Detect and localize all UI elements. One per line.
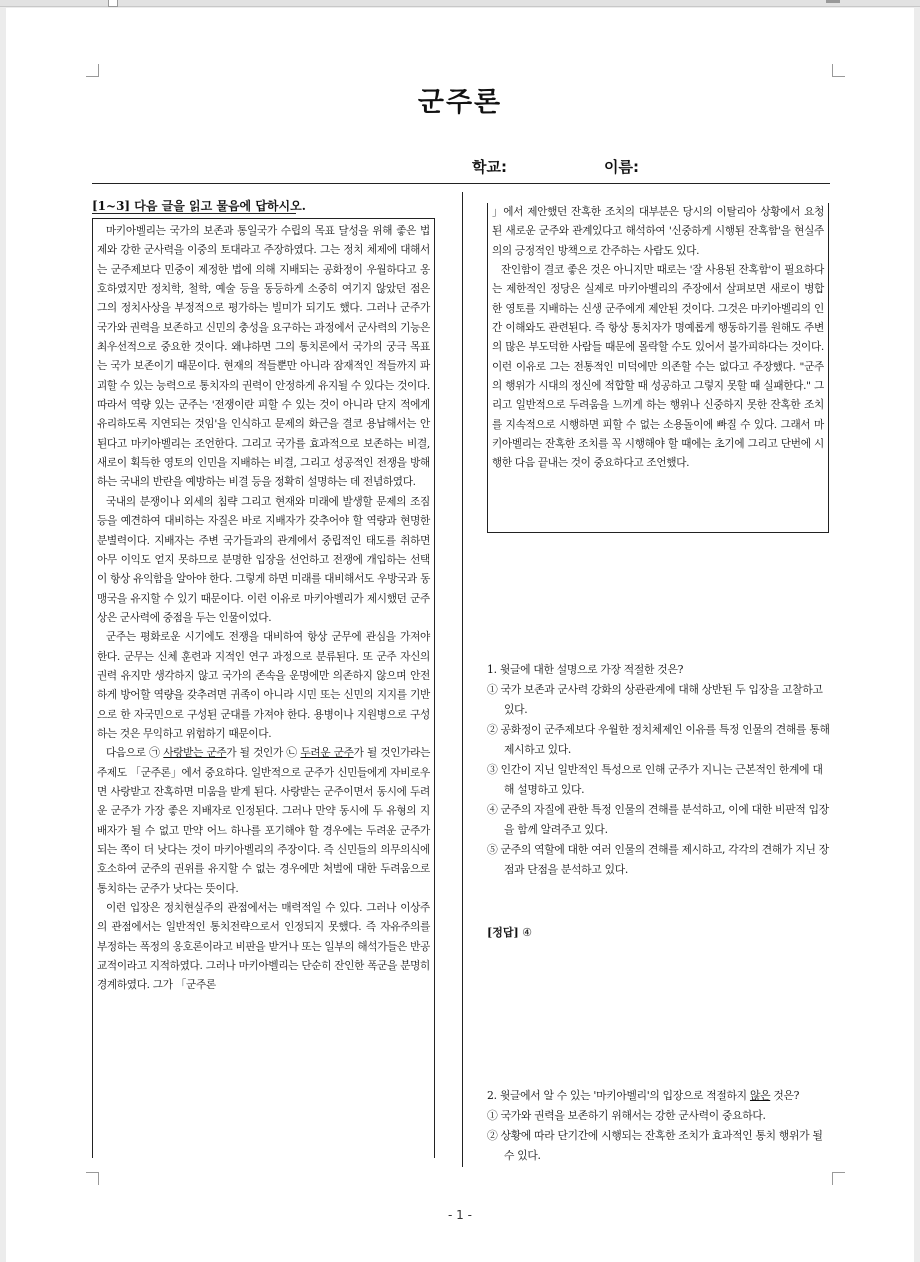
question-stem-text: 것은? [770, 1089, 800, 1102]
question-stem-emphasis: 않은 [749, 1089, 771, 1102]
marker-nieun: ㉡ [286, 747, 298, 760]
passage-paragraph: 군주는 평화로운 시기에도 전쟁을 대비하여 항상 군무에 관심을 가져야 한다. 군무는 신체 훈련과 지적인 연구 과정으로 분류된다. 또 군주 자신의 권력 유지만 생각하지 않고 국가의 존속을 운명에만 의존하지 않으며 안전하게 방어할 역량을 갖추려면 귀족이 아니라 시민 또는 신민의 지지를 기반으로 한 자국민으로 구성된 군대를 가져야 한다. 용병이나 지원병으로 구성하는 것은 무익하고 위험하기 때문이다. [97, 631, 430, 740]
instruction-text: [1~3] 다음 글을 읽고 물음에 답하시오. [92, 199, 306, 213]
answer-option: ① 국가 보존과 군사력 강화의 상관관계에 대해 상반된 두 입장을 고찰하고 있다. [487, 683, 823, 716]
ruler-right-margin-marker[interactable] [826, 0, 840, 3]
answer-option: ② 공화정이 군주제보다 우월한 정치체제인 이유를 특정 인물의 견해를 통해 제시하고 있다. [487, 723, 830, 756]
marker-giyeok: ㉠ [149, 747, 160, 760]
passage-box-left [92, 218, 435, 1158]
answer-option: ⑤ 군주의 역할에 대한 여러 인물의 견해를 제시하고, 각각의 견해가 지닌 장점과 단점을 분석하고 있다. [487, 843, 829, 876]
answer-value: ④ [522, 926, 533, 939]
passage-paragraph: 국내의 분쟁이나 외세의 침략 그리고 현재와 미래에 발생할 문제의 조짐 등을 예견하여 대비하는 자질은 바로 지배자가 갖추어야 할 역량과 현명한 분별력이다. 지배자는 주변 국가들과의 관계에서 중립적인 태도를 취하면 아무 이익도 얻지 못하므로 분명한 입장을 선언하고 전쟁에 개입하는 선택이 항상 유익함을 알아야 한다. 그렇게 하면 미래를 대비해서도 우방국과 동맹국을 유지할 수 있기 때문이다. 이런 이유로 마키아벨리가 제시했던 군주상은 군사력에 중점을 두는 인물이었다. [97, 495, 430, 624]
margin-corner-mark [832, 1172, 845, 1185]
answer-option: ② 상황에 따라 단기간에 시행되는 잔혹한 조치가 효과적인 통치 행위가 될 수 있다. [487, 1129, 823, 1162]
margin-corner-mark [832, 64, 845, 77]
instruction-underline [92, 213, 296, 214]
question-stem: 1. 윗글에 대한 설명으로 가장 적절한 것은? [487, 663, 684, 676]
ruler-indent-marker[interactable] [108, 0, 118, 7]
margin-corner-mark [86, 1172, 99, 1185]
question-stem [487, 1086, 832, 1106]
name-label: 이름: [604, 158, 639, 176]
passage-text: 가 될 것인가라는 주제도 「군주론」에서 중요하다. 일반적으로 군주가 신민들에게 자비로우면 사랑받고 잔혹하면 미움을 받게 된다. 사랑받는 군주이면서 동시에 두려운 군주가 가장 좋은 지배자로 인정된다. 그러나 만약 동시에 두 유형의 지배자가 될 수 없고 만약 어느 하나를 포기해야 할 경우에는 두려운 군주가 되는 쪽이 더 낫다는 것이 마키아벨리의 주장이다. 즉 신민들의 의무의식에 호소하여 군주의 권위를 유지할 수 없는 경우에만 처벌에 대한 두려움으로 통치하는 군주가 낫다는 뜻이다. [97, 747, 431, 895]
passage-paragraph [97, 744, 430, 899]
underlined-term-feared-ruler: 두려운 군주 [300, 747, 354, 760]
passage-text: 가 될 것인가 [226, 747, 287, 760]
answer-option: ① 국가와 권력을 보존하기 위해서는 강한 군사력이 중요하다. [487, 1109, 766, 1122]
passage-paragraph: 」에서 제안했던 잔혹한 조치의 대부분은 당시의 이탈리아 상황에서 요청된 새로운 군주와 관계있다고 해석하여 '신중하게 시행된 잔혹함'을 현실주의의 긍정적인 방책으로 간주하는 사람도 있다. [492, 206, 824, 257]
passage-paragraph: 잔인함이 결코 좋은 것은 아니지만 때로는 '잘 사용된 잔혹함'이 필요하다는 제한적인 정당은 실제로 마키아벨리의 주장에서 살펴보면 새로이 병합한 영토를 지배하는 신생 군주에게 제안된 것이다. 그것은 마키아벨리의 인간 이해와도 관련된다. 즉 항상 통치자가 명예롭게 행동하기를 원해도 주변의 많은 부도덕한 사람들 때문에 몰락할 수도 있어서 불가피하다는 것이다. 이런 이유로 그는 전통적인 미덕에만 의존할 수는 없다고 주장했다. "군주의 행위가 시대의 정신에 적합할 때 성공하고 그렇지 못할 때 실패한다." 그리고 일반적으로 두려움을 느끼게 하는 행위나 신중하지 못한 잔혹한 조치를 지속적으로 시행하면 피할 수 없는 소용돌이에 빠질 수 있다. 그래서 마키아벨리는 잔혹한 조치를 꼭 시행해야 할 때에는 초기에 그리고 단번에 시행한 다음 끝내는 것이 중요하다고 조언했다. [492, 264, 824, 470]
column-divider [462, 192, 463, 1167]
document-title: 군주론 [417, 87, 503, 118]
passage-text: 다음으로 [106, 747, 150, 760]
answer-option: ④ 군주의 자질에 관한 특정 인물의 견해를 분석하고, 이에 대한 비판적 입장을 함께 알려주고 있다. [487, 803, 829, 836]
question-2 [487, 1086, 832, 1166]
answer-key [487, 924, 532, 940]
question-stem-text: 2. 윗글에서 알 수 있는 '마키아벨리'의 입장으로 적절하지 [487, 1089, 750, 1102]
passage-box-right [487, 203, 829, 533]
school-label: 학교: [472, 158, 507, 176]
passage-paragraph: 마키아벨리는 국가의 보존과 통일국가 수립의 목표 달성을 위해 좋은 법제와 강한 군사력을 이중의 토대라고 주장하였다. 그는 정치 체제에 대해서는 군주제보다 민중이 제정한 법에 의해 지배되는 공화정이 우월하다고 옹호하였지만 정치학, 철학, 예술 등을 동등하게 소중히 여기지 않았던 점은 그의 정치사상을 부정적으로 평가하는 빌미가 되기도 했다. 그러나 군주가 국가와 권력을 보존하고 신민의 충성을 요구하는 과정에서 군사력의 기능은 최우선적으로 중요한 것이다. 왜냐하면 그의 통치론에서 국가의 궁극 목표는 국가 보존이기 때문이다. 현재의 적들뿐만 아니라 잠재적인 적들까지 파괴할 수 있는 능력으로 통치자의 권력이 안정하게 유지될 수 있다는 것이다. 따라서 역량 있는 군주는 '전쟁이란 피할 수 있는 것이 아니라 단지 적에게 유리하도록 지연되는 것임'을 인식하고 문제의 화근을 결코 용납해서는 안 된다고 마키아벨리는 조언한다. 그리고 국가를 효과적으로 보존하는 비결, 새로이 획득한 영토의 인민을 지배하는 비결, 그리고 성공적인 전쟁을 방해하는 국내의 반란을 예방하는 비결 등을 정확히 설명하는 데 전념하였다. [97, 225, 430, 489]
page-number: - 1 - [448, 1208, 472, 1222]
passage-paragraph: 이런 입장은 정치현실주의 관점에서는 매력적일 수 있다. 그러나 이상주의 관점에서는 일반적인 통치전략으로서 인정되지 못했다. 즉 자유주의를 부정하는 폭정의 옹호론이라고 비판을 받거나 또는 일부의 해석가들은 반공교적이라고 지적하였다. 그러나 마키아벨리는 단순히 잔인한 폭군을 분명히 경계하였다. 그가 「군주론 [97, 902, 430, 992]
question-1 [487, 660, 832, 880]
underlined-term-loved-ruler: 사랑받는 군주 [163, 747, 227, 760]
editor-ruler-bar [0, 0, 920, 7]
header-divider [92, 183, 830, 184]
answer-option: ③ 인간이 지닌 일반적인 특성으로 인해 군주가 지니는 근본적인 한계에 대해 설명하고 있다. [487, 763, 823, 796]
answer-label: [정답] [487, 926, 519, 939]
margin-corner-mark [86, 64, 99, 77]
